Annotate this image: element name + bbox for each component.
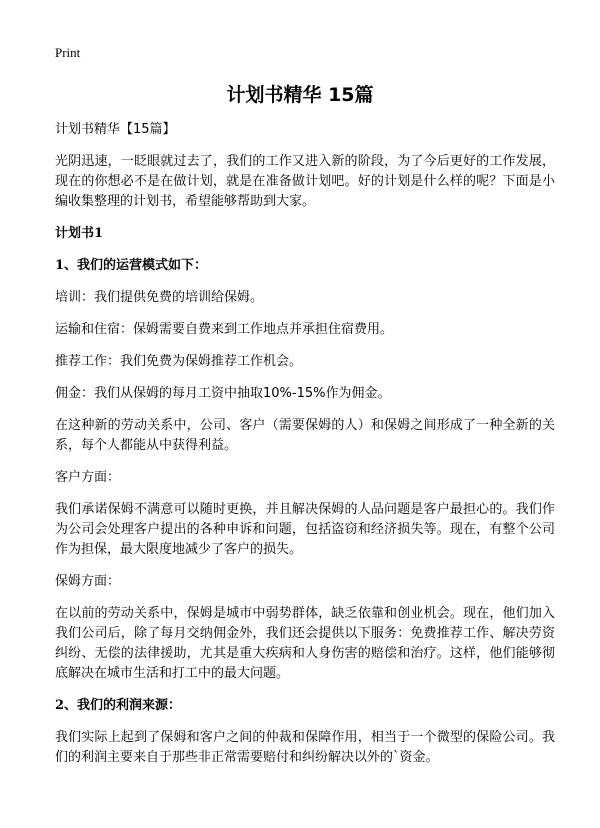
intro-paragraph: 光阴迅速，一眨眼就过去了，我们的工作又进入新的阶段，为了今后更好的工作发展，现在的你想必不是在做计划，就是在准备做计划吧。好的计划是什么样的呢？下面是小编收集整理的计划书，希望能够帮助到大家。 bbox=[55, 154, 555, 209]
paragraph-recommend: 推荐工作：我们免费为保姆推荐工作机会。 bbox=[55, 354, 303, 369]
paragraph-commission: 佣金：我们从保姆的每月工资中抽取10%-15%作为佣金。 bbox=[55, 386, 391, 401]
paragraph-customer-heading: 客户方面： bbox=[55, 470, 121, 485]
subsection-heading-2: 2、我们的利润来源： bbox=[55, 698, 182, 713]
paragraph-profit: 我们实际上起到了保姆和客户之间的仲裁和保障作用，相当于一个微型的保险公司。我们的利润主要来自于那些非正常需要赔付和纠纷解决以外的`资金。 bbox=[55, 730, 555, 765]
paragraph-relation: 在这种新的劳动关系中，公司、客户（需要保姆的人）和保姆之间形成了一种全新的关系，每个人都能从中获得利益。 bbox=[55, 418, 555, 453]
paragraph-training: 培训：我们提供免费的培训给保姆。 bbox=[55, 290, 264, 305]
document-body bbox=[55, 120, 555, 780]
section-heading: 计划书1 bbox=[55, 226, 104, 241]
paragraph-customer: 我们承诺保姆不满意可以随时更换，并且解决保姆的人品问题是客户最担心的。我们作为公司会处理客户提出的各种申诉和问题，包括盗窃和经济损失等。现在，有整个公司作为担保，最大限度地减少了客户的损失。 bbox=[55, 502, 555, 557]
page-title: 计划书精华 15篇 bbox=[226, 84, 374, 106]
subtitle: 计划书精华【15篇】 bbox=[55, 122, 176, 137]
paragraph-nanny: 在以前的劳动关系中，保姆是城市中弱势群体，缺乏依靠和创业机会。现在，他们加入我们公司后，除了每月交纳佣金外，我们还会提供以下服务：免费推荐工作、解决劳资纠纷、无偿的法律援助，尤其是重大疾病和人身伤害的赔偿和治疗。这样，他们能够彻底解决在城市生活和打工中的最大问题。 bbox=[55, 606, 555, 681]
paragraph-transport: 运输和住宿：保姆需要自费来到工作地点并承担住宿费用。 bbox=[55, 322, 394, 337]
print-label: Print bbox=[55, 45, 81, 60]
subsection-heading: 1、我们的运营模式如下： bbox=[55, 258, 208, 273]
paragraph-nanny-heading: 保姆方面： bbox=[55, 574, 121, 589]
